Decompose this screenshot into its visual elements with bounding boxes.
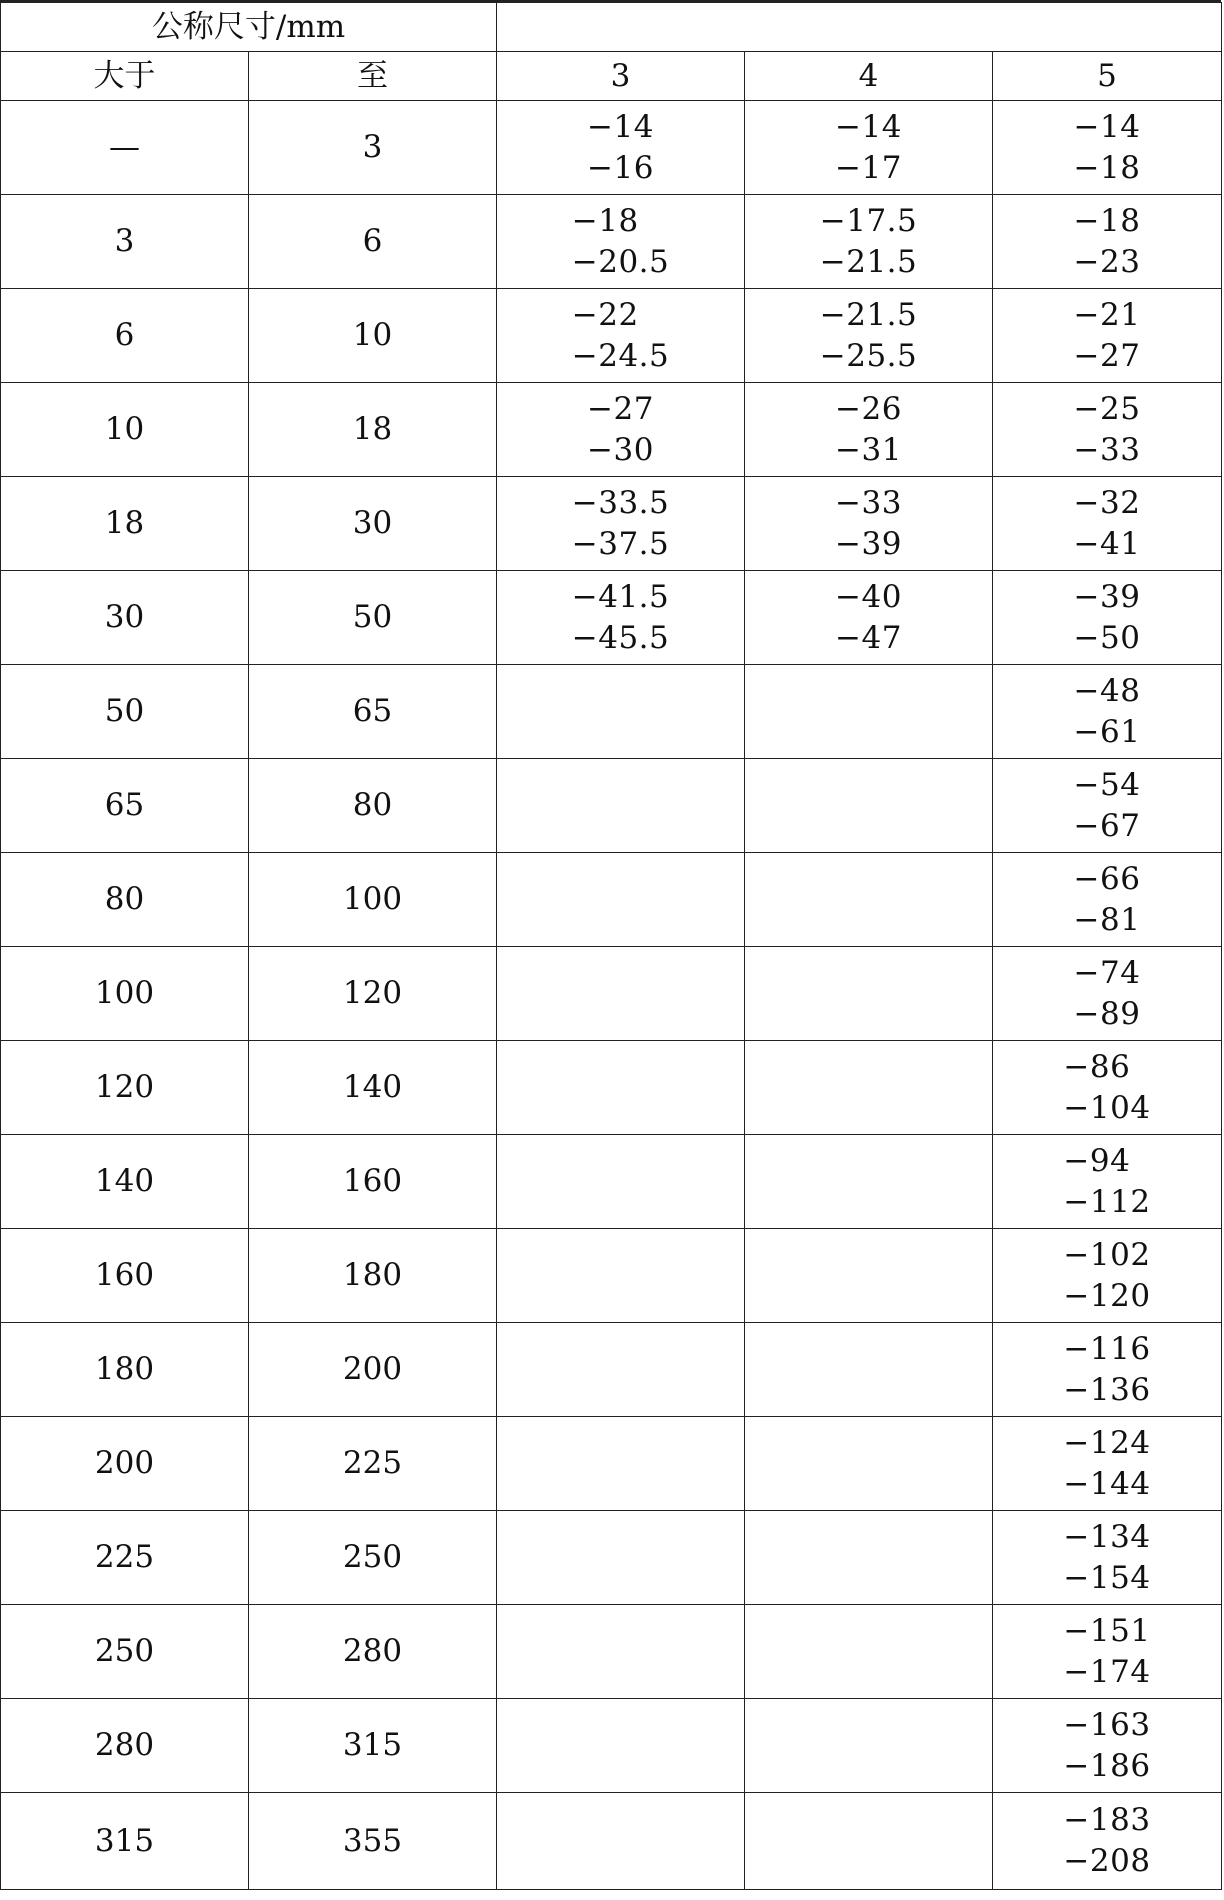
deviation-pair	[835, 483, 902, 565]
grade-5-value-cell	[993, 759, 1222, 853]
grade-5-value-cell	[993, 1041, 1222, 1135]
deviation-pair	[1074, 107, 1141, 189]
upper-deviation: −183	[1063, 1802, 1151, 1838]
grade-5-value-cell	[993, 289, 1222, 383]
upper-deviation: −21	[1073, 296, 1141, 333]
upper-deviation: −27	[587, 390, 654, 427]
grade-3-header-cell: 3	[497, 52, 745, 101]
grade-5-value-cell	[993, 383, 1222, 477]
deviation-pair	[572, 577, 670, 659]
size-to-cell: 10	[249, 289, 497, 383]
grade-4-value-cell	[745, 477, 993, 571]
size-from-cell: 315	[1, 1793, 249, 1890]
upper-deviation: −102	[1063, 1236, 1151, 1273]
grade-3-value-cell	[497, 1229, 745, 1323]
size-to-cell: 280	[249, 1605, 497, 1699]
deviation-pair	[1074, 765, 1141, 847]
size-from-cell: 80	[1, 853, 249, 947]
upper-deviation: −40	[835, 578, 902, 615]
table-row	[1, 101, 1222, 195]
grade-3-value-cell	[497, 1135, 745, 1229]
grade-3-value-cell	[497, 665, 745, 759]
upper-deviation: −14	[1073, 108, 1141, 145]
deviation-pair	[835, 577, 902, 659]
lower-deviation: −154	[1063, 1559, 1151, 1596]
grade-3-value-cell	[497, 1793, 745, 1890]
table-row	[1, 571, 1222, 665]
size-from-cell: 30	[1, 571, 249, 665]
grade-5-value-cell	[993, 571, 1222, 665]
deviation-pair	[1074, 389, 1141, 471]
lower-deviation: −23	[1073, 243, 1141, 280]
lower-deviation: −50	[1073, 619, 1141, 656]
lower-deviation: −186	[1063, 1747, 1151, 1784]
lower-deviation: −18	[1073, 149, 1141, 186]
grade-5-value-cell	[993, 1323, 1222, 1417]
upper-deviation: −124	[1063, 1424, 1151, 1461]
deviation-pair	[1063, 1423, 1150, 1505]
lower-deviation: −120	[1063, 1277, 1151, 1314]
size-to-cell: 180	[249, 1229, 497, 1323]
upper-deviation: −14	[835, 108, 902, 145]
grade-5-value-cell	[993, 1699, 1222, 1793]
grade-5-value-cell	[993, 947, 1222, 1041]
grade-4-value-cell	[745, 1793, 993, 1890]
size-from-cell: 225	[1, 1511, 249, 1605]
grade-3-value-cell	[497, 1323, 745, 1417]
lower-deviation: −174	[1063, 1653, 1151, 1690]
header-row-size	[1, 3, 1222, 52]
grade-5-value-cell	[993, 853, 1222, 947]
deviation-pair	[1074, 671, 1141, 753]
grade-3-value-cell	[497, 571, 745, 665]
deviation-pair	[1063, 1705, 1150, 1787]
upper-deviation: −17.5	[819, 202, 918, 239]
upper-deviation: −74	[1073, 954, 1141, 991]
upper-deviation: −14	[587, 108, 654, 145]
lower-deviation: −21.5	[819, 243, 918, 280]
lower-deviation: −104	[1063, 1089, 1151, 1126]
table-row	[1, 665, 1222, 759]
grade-5-value-cell	[993, 1793, 1222, 1890]
lower-deviation: −67	[1073, 807, 1141, 844]
size-from-cell: —	[1, 101, 249, 195]
grade-3-value-cell	[497, 1417, 745, 1511]
upper-deviation: −22	[571, 296, 639, 333]
lower-deviation: −25.5	[819, 337, 918, 374]
size-from-cell: 250	[1, 1605, 249, 1699]
lower-deviation: −208	[1063, 1843, 1151, 1879]
grade-5-value-cell	[993, 1605, 1222, 1699]
grade-4-value-cell	[745, 665, 993, 759]
deviation-pair	[1063, 1141, 1150, 1223]
deviation-pair	[1074, 201, 1141, 283]
grade-3-value-cell	[497, 853, 745, 947]
deviation-pair	[1063, 1235, 1150, 1317]
deviation-pair	[587, 389, 654, 471]
grade-4-value-cell	[745, 289, 993, 383]
deviation-pair	[1063, 1611, 1150, 1693]
lower-deviation: −81	[1073, 901, 1141, 938]
upper-deviation: −134	[1063, 1518, 1151, 1555]
grade-4-value-cell	[745, 383, 993, 477]
upper-deviation: −39	[1073, 578, 1141, 615]
deviation-pair	[1074, 953, 1141, 1035]
size-to-cell: 200	[249, 1323, 497, 1417]
deviation-pair	[835, 389, 902, 471]
grade-5-value-cell	[993, 665, 1222, 759]
table-row	[1, 1417, 1222, 1511]
upper-deviation: −116	[1063, 1330, 1151, 1367]
grade-3-value-cell	[497, 383, 745, 477]
size-to-cell: 315	[249, 1699, 497, 1793]
grade-5-header-cell: 5	[993, 52, 1222, 101]
table-row	[1, 853, 1222, 947]
size-to-cell: 225	[249, 1417, 497, 1511]
lower-deviation: −27	[1073, 337, 1141, 374]
table-row	[1, 195, 1222, 289]
size-from-cell: 180	[1, 1323, 249, 1417]
size-from-cell: 10	[1, 383, 249, 477]
size-from-cell: 6	[1, 289, 249, 383]
grade-4-value-cell	[745, 571, 993, 665]
deviation-pair	[572, 201, 670, 283]
deviation-pair	[820, 201, 918, 283]
size-from-cell: 160	[1, 1229, 249, 1323]
grade-3-value-cell	[497, 477, 745, 571]
table-row	[1, 1323, 1222, 1417]
lower-deviation: −144	[1063, 1465, 1151, 1502]
table-row	[1, 383, 1222, 477]
grade-4-value-cell	[745, 1511, 993, 1605]
lower-deviation: −33	[1073, 431, 1141, 468]
size-from-cell: 65	[1, 759, 249, 853]
lower-deviation: −17	[835, 149, 902, 186]
deviation-pair	[587, 107, 654, 189]
lower-deviation: −20.5	[571, 243, 670, 280]
grade-3-value-cell	[497, 1605, 745, 1699]
grade-5-value-cell	[993, 195, 1222, 289]
upper-deviation: −48	[1073, 672, 1141, 709]
size-from-cell: 200	[1, 1417, 249, 1511]
table-row	[1, 1699, 1222, 1793]
size-from-cell: 18	[1, 477, 249, 571]
upper-deviation: −18	[1073, 202, 1141, 239]
upper-deviation: −18	[571, 202, 639, 239]
upper-deviation: −54	[1073, 766, 1141, 803]
grade-4-value-cell	[745, 759, 993, 853]
grade-5-value-cell	[993, 1511, 1222, 1605]
upper-deviation: −41.5	[571, 578, 670, 615]
size-to-cell: 6	[249, 195, 497, 289]
upper-deviation: −66	[1073, 860, 1141, 897]
grade-3-value-cell	[497, 101, 745, 195]
grade-3-value-cell	[497, 195, 745, 289]
size-from-cell: 3	[1, 195, 249, 289]
upper-deviation: −33.5	[571, 484, 670, 521]
lower-deviation: −39	[835, 525, 902, 562]
tolerance-table	[0, 2, 1222, 1890]
upper-deviation: −21.5	[819, 296, 918, 333]
grade-4-value-cell	[745, 195, 993, 289]
deviation-pair	[1063, 1517, 1150, 1599]
upper-deviation: −32	[1073, 484, 1141, 521]
upper-deviation: −94	[1063, 1142, 1131, 1179]
deviation-pair	[835, 107, 902, 189]
from-header-cell: 大于	[1, 52, 249, 101]
header-row-columns	[1, 52, 1222, 101]
grade-5-value-cell	[993, 1229, 1222, 1323]
table-row	[1, 1041, 1222, 1135]
size-to-cell: 355	[249, 1793, 497, 1890]
to-header-cell: 至	[249, 52, 497, 101]
deviation-pair	[1074, 577, 1141, 659]
size-from-cell: 140	[1, 1135, 249, 1229]
grade-4-value-cell	[745, 1605, 993, 1699]
deviation-pair	[1063, 1047, 1150, 1129]
table-row	[1, 1793, 1222, 1890]
size-from-cell: 120	[1, 1041, 249, 1135]
lower-deviation: −24.5	[571, 337, 670, 374]
table-row	[1, 1229, 1222, 1323]
upper-deviation: −33	[835, 484, 902, 521]
lower-deviation: −61	[1073, 713, 1141, 750]
deviation-pair	[572, 295, 670, 377]
size-to-cell: 18	[249, 383, 497, 477]
deviation-pair	[1074, 483, 1141, 565]
size-from-cell: 50	[1, 665, 249, 759]
deviation-pair	[572, 483, 670, 565]
lower-deviation: −47	[835, 619, 902, 656]
size-to-cell: 80	[249, 759, 497, 853]
size-from-cell: 280	[1, 1699, 249, 1793]
lower-deviation: −30	[587, 431, 654, 468]
size-header-cell: 公称尺寸/mm	[1, 3, 497, 52]
size-to-cell: 120	[249, 947, 497, 1041]
grade-3-value-cell	[497, 289, 745, 383]
upper-deviation: −26	[835, 390, 902, 427]
size-to-cell: 100	[249, 853, 497, 947]
grade-5-value-cell	[993, 477, 1222, 571]
lower-deviation: −41	[1073, 525, 1141, 562]
grade-3-value-cell	[497, 1699, 745, 1793]
upper-deviation: −163	[1063, 1706, 1151, 1743]
deviation-pair	[1063, 1800, 1150, 1882]
size-to-cell: 250	[249, 1511, 497, 1605]
upper-deviation: −25	[1073, 390, 1141, 427]
grade-4-value-cell	[745, 1699, 993, 1793]
lower-deviation: −136	[1063, 1371, 1151, 1408]
grade-4-value-cell	[745, 853, 993, 947]
deviation-pair	[1063, 1329, 1150, 1411]
table-row	[1, 1135, 1222, 1229]
grade-4-header-cell: 4	[745, 52, 993, 101]
table-row	[1, 947, 1222, 1041]
lower-deviation: −37.5	[571, 525, 670, 562]
deviation-pair	[1074, 859, 1141, 941]
size-to-cell: 65	[249, 665, 497, 759]
grade-3-value-cell	[497, 947, 745, 1041]
lower-deviation: −16	[587, 149, 654, 186]
grade-4-value-cell	[745, 1041, 993, 1135]
size-to-cell: 160	[249, 1135, 497, 1229]
grade-4-value-cell	[745, 1417, 993, 1511]
table-row	[1, 289, 1222, 383]
size-to-cell: 140	[249, 1041, 497, 1135]
lower-deviation: −89	[1073, 995, 1141, 1032]
table-row	[1, 759, 1222, 853]
grade-3-value-cell	[497, 1511, 745, 1605]
grade-5-value-cell	[993, 1135, 1222, 1229]
grade-header-blank-cell	[497, 3, 1222, 52]
table-row	[1, 1511, 1222, 1605]
lower-deviation: −31	[835, 431, 902, 468]
grade-4-value-cell	[745, 101, 993, 195]
table-row	[1, 1605, 1222, 1699]
grade-3-value-cell	[497, 1041, 745, 1135]
size-from-cell: 100	[1, 947, 249, 1041]
deviation-pair	[1074, 295, 1141, 377]
grade-4-value-cell	[745, 1135, 993, 1229]
upper-deviation: −151	[1063, 1612, 1151, 1649]
size-to-cell: 3	[249, 101, 497, 195]
deviation-pair	[820, 295, 918, 377]
grade-5-value-cell	[993, 101, 1222, 195]
lower-deviation: −112	[1063, 1183, 1151, 1220]
grade-4-value-cell	[745, 1229, 993, 1323]
grade-5-value-cell	[993, 1417, 1222, 1511]
size-to-cell: 50	[249, 571, 497, 665]
grade-3-value-cell	[497, 759, 745, 853]
upper-deviation: −86	[1063, 1048, 1131, 1085]
table-row	[1, 477, 1222, 571]
size-to-cell: 30	[249, 477, 497, 571]
grade-4-value-cell	[745, 947, 993, 1041]
grade-4-value-cell	[745, 1323, 993, 1417]
lower-deviation: −45.5	[571, 619, 670, 656]
